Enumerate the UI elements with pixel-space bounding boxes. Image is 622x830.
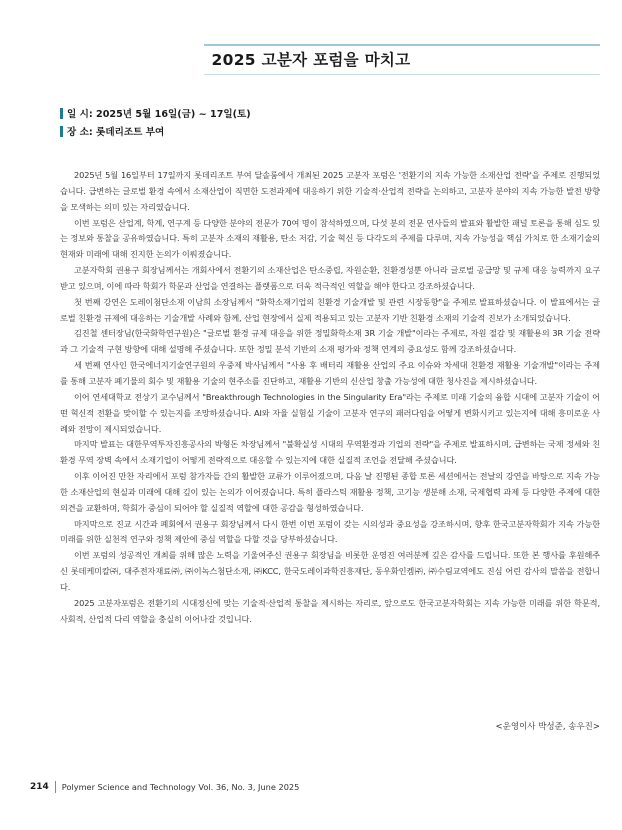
event-date-text: 일 시: 2025년 5월 16일(금) ~ 17일(토) xyxy=(67,109,251,120)
event-date xyxy=(60,106,251,120)
bullet-bar-icon xyxy=(60,126,63,137)
page-footer xyxy=(30,781,299,793)
paragraph: 이어 연세대학교 전상기 교수님께서 "Breakthrough Technologies in the Singularity Era"라는 주제로 미래 기술의 융합 시대에 고분자 기술이 어떤 혁신적 전환을 맞이할 수 있는지를 조망하셨습니다. AI와 자율 실험실 기술이 고분자 연구의 패러다임을 어떻게 변화시키고 있는지에 대해 흥미로운 사례와 전망이 제시되었습니다. xyxy=(60,391,600,434)
paragraph: 마지막으로 진교 시간과 폐회에서 권용구 회장님께서 다시 한번 이번 포럼이 갖는 시의성과 중요성을 강조하시며, 향후 한국고분자학회가 지속 가능한 미래를 위한 실천적 연구와 정책 제안에 중심 역할을 다할 것을 당부하셨습니다. xyxy=(60,518,600,545)
paragraph: 이번 포럼은 산업계, 학계, 연구계 등 다양한 분야의 전문가 70여 명이 참석하였으며, 다섯 분의 전문 연사들의 발표와 활발한 패널 토론을 통해 심도 있는 정보와 통찰을 공유하였습니다. 특히 고분자 소재의 재활용, 탄소 저감, 기술 혁신 등 다각도의 주제를 다루며, 지속 가능성을 핵심 가치로 한 소재기술의 현재와 미래에 대해 진지한 논의가 이뤄졌습니다. xyxy=(60,217,600,260)
title-rule xyxy=(204,74,600,75)
paragraph: 2025 고분자포럼은 전환기의 시대정신에 맞는 기술적·산업적 통찰을 제시하는 자리로, 앞으로도 한국고분자학회는 지속 가능한 미래를 위한 학문적, 사회적, 산업적 다리 역할을 충실히 이어나갈 것입니다. xyxy=(60,597,600,624)
paragraph: 이번 포럼의 성공적인 개최를 위해 많은 노력을 기울여주신 권용구 회장님을 비롯한 운영진 여러분께 깊은 감사를 드립니다. 또한 본 행사를 후원해주신 롯데케미칼㈜, 대주전자재료㈜, ㈜이녹스첨단소재, ㈜KCC, 한국도레이과학진흥재단, 동우화인켐㈜, ㈜수림교역에도 진심 어린 감사의 말씀을 전합니다. xyxy=(60,550,600,592)
paragraph: 마지막 발표는 대한무역투자진흥공사의 박형돈 차장님께서 "불확실성 시대의 무역환경과 기업의 전략"을 주제로 발표하시며, 급변하는 국제 정세와 친환경 무역 장벽 속에서 소재기업이 어떻게 전략적으로 대응할 수 있는지에 대한 실질적 조언을 전달해 주셨습니다. xyxy=(60,439,600,466)
event-place-text: 장 소: 롯데리조트 부여 xyxy=(67,127,165,138)
event-place xyxy=(60,124,164,138)
top-rule xyxy=(204,44,600,46)
footer-divider xyxy=(55,781,56,793)
page-title: 2025 고분자 포럼을 마치고 xyxy=(211,51,411,69)
paragraph: 고분자학회 권용구 회장님께서는 개회사에서 전환기의 소재산업은 탄소중립, 자원순환, 친환경성뿐 아니라 글로벌 공급망 및 규제 대응 능력까지 요구받고 있으며, 이에 따라 학회가 학문과 산업을 연결하는 플랫폼으로 더욱 적극적인 역할을 해야 한다고 강조하셨습니다. xyxy=(60,265,600,291)
paragraph: 세 번째 연사인 한국에너지기술연구원의 우중제 박사님께서 "사용 후 배터리 재활용 산업의 주요 이슈와 차세대 친환경 재활용 기술개발"이라는 주제를 통해 고분자 폐기물의 회수 및 재활용 기술의 현주소를 진단하고, 재활용 기반의 신산업 창출 가능성에 대한 청사진을 제시하셨습니다. xyxy=(60,360,600,386)
journal-citation: Polymer Science and Technology Vol. 36, No. 3, June 2025 xyxy=(61,782,300,792)
article-body xyxy=(60,168,600,627)
paragraph: 이후 이어진 만찬 자리에서 포럼 참가자들 간의 활발한 교류가 이루어졌으며, 다음 날 진행된 종합 토론 세션에서는 전날의 강연을 바탕으로 지속 가능한 소재산업의 현실과 미래에 대해 깊이 있는 논의가 이어졌습니다. 특히 플라스틱 재활용 정책, 고기능 생분해 소재, 국제협력 과제 등 다양한 주제에 대한 의견을 교환하며, 학회가 중심이 되어야 할 실질적 역할에 대한 공감을 형성하였습니다. xyxy=(60,471,600,513)
paragraph: 첫 번째 강연은 도레이첨단소재 이남희 소장님께서 "화학소재기업의 친환경 기술개발 및 관련 시장동향"을 주제로 발표하셨습니다. 이 발표에서는 글로벌 친환경 규제에 대응하는 기술개발 사례와 함께, 산업 현장에서 실제 적용되고 있는 고분자 기반 친환경 소재의 기술적 진보가 소개되었습니다. xyxy=(60,296,600,323)
page-number: 214 xyxy=(30,782,49,792)
bullet-bar-icon xyxy=(60,108,63,119)
paragraph: 2025년 5월 16일부터 17일까지 롯데리조트 부여 달솔룸에서 개최된 2025 고분자 포럼은 '전환기의 지속 가능한 소재산업 전략'을 주제로 진행되었습니다. 급변하는 글로벌 환경 속에서 소재산업이 직면한 도전과제에 대응하기 위한 기술적·산업적 전략을 논의하고, 고분자 분야의 지속 가능한 발전 방향을 모색하는 의미 있는 자리였습니다. xyxy=(60,170,600,212)
author-signature: <운영이사 박성준, 송우진> xyxy=(495,722,600,732)
paragraph: 김진철 센터장님(한국화학연구원)은 "글로벌 환경 규제 대응을 위한 정밀화학소재 3R 기술 개발"이라는 주제로, 자원 절감 및 재활용의 3R 기술 전략과 그 기술적 구현 방향에 대해 설명해 주셨습니다. 또한 정밀 분석 기반의 소재 평가와 정책 연계의 중요성도 함께 강조하셨습니다. xyxy=(60,328,600,355)
